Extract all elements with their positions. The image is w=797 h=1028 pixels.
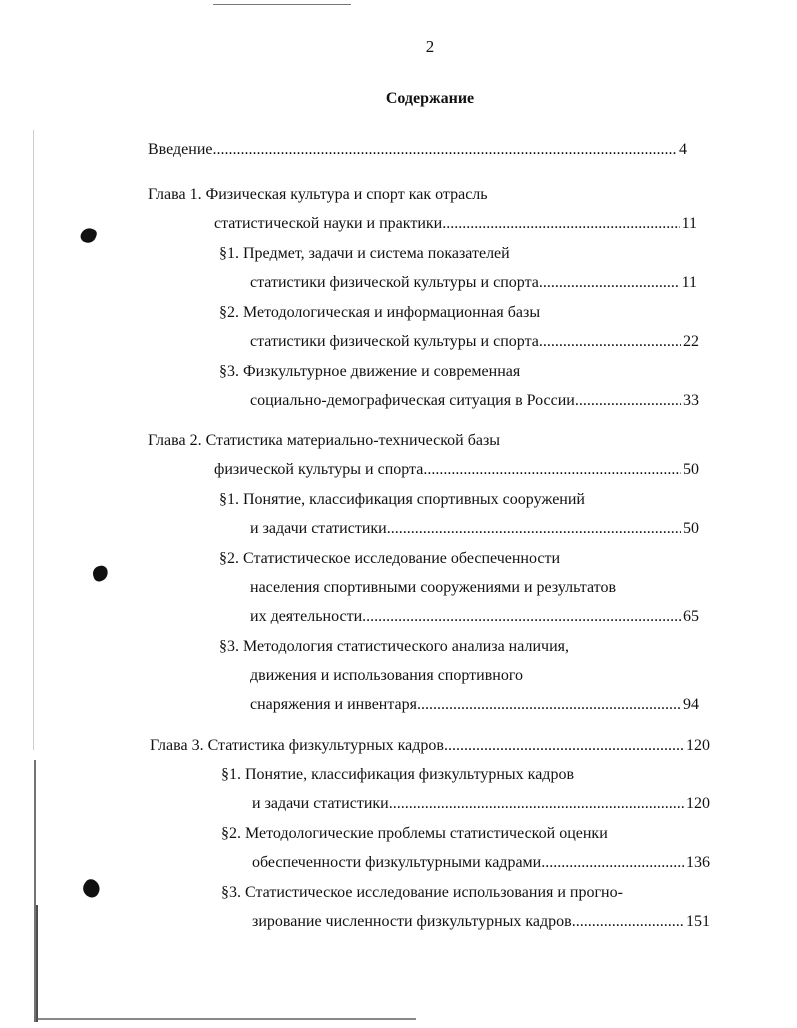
leader-dots — [539, 331, 681, 353]
toc-entry-text: Глава 2. Статистика материально-технической базы — [148, 432, 501, 449]
toc-entry-text: статистической науки и практики — [214, 215, 443, 232]
toc-entry — [250, 518, 699, 540]
toc-entry — [252, 852, 710, 874]
toc-page-number: 11 — [681, 215, 697, 232]
toc-page-number: 50 — [683, 461, 699, 478]
toc-entry-text: статистики физической культуры и спорта — [250, 274, 539, 291]
toc-page-number: 11 — [681, 274, 697, 291]
toc-entry-introduction — [148, 139, 687, 161]
page-number: 2 — [425, 37, 435, 56]
toc-entry — [214, 213, 697, 235]
toc-entry-text: Введение — [148, 141, 213, 158]
toc-entry-text: §1. Понятие, классификация физкультурных кадров — [221, 766, 574, 783]
toc-section-heading — [219, 636, 569, 658]
toc-page-number: 151 — [686, 913, 710, 930]
toc-entry — [214, 459, 699, 481]
toc-section-heading — [219, 361, 520, 383]
toc-entry-text: физической культуры и спорта — [214, 461, 424, 478]
toc-entry-text: Глава 1. Физическая культура и спорт как отрасль — [148, 186, 488, 203]
scan-artifact-left-edge-dark — [36, 905, 38, 1022]
toc-entry-text: населения спортивными сооружениями и результатов — [250, 579, 617, 596]
hole-punch-mark — [91, 564, 109, 582]
toc-entry-text: движения и использования спортивного — [250, 667, 523, 684]
toc-chapter-entry — [150, 735, 710, 757]
toc-page-number: 120 — [686, 795, 710, 812]
toc-entry-continuation — [250, 665, 523, 687]
hole-punch-mark — [79, 226, 98, 245]
toc-section-heading — [221, 823, 608, 845]
leader-dots — [442, 213, 679, 235]
toc-entry — [252, 793, 710, 815]
toc-page-number: 50 — [683, 520, 699, 537]
toc-section-heading — [221, 882, 623, 904]
leader-dots — [541, 852, 684, 874]
toc-entry-text: §1. Понятие, классификация спортивных сооружений — [219, 491, 585, 508]
toc-entry-text: зирование численности физкультурных кадров — [252, 913, 572, 930]
toc-section-heading — [219, 548, 560, 570]
toc-entry-text: снаряжения и инвентаря — [250, 696, 418, 713]
toc-entry-text: их деятельности — [250, 608, 363, 625]
toc-entry-text: Глава 3. Статистика физкультурных кадров — [150, 737, 444, 754]
toc-entry-text: §2. Методологические проблемы статистической оценки — [221, 825, 608, 842]
leader-dots — [389, 793, 684, 815]
toc-chapter-heading — [148, 430, 500, 452]
toc-entry — [250, 694, 699, 716]
toc-chapter-heading — [148, 184, 488, 206]
leader-dots — [362, 606, 681, 628]
scan-artifact-bottom-line — [36, 1018, 416, 1020]
toc-entry-continuation — [250, 577, 616, 599]
leader-dots — [417, 694, 681, 716]
toc-section-heading — [219, 489, 585, 511]
leader-dots — [213, 139, 678, 161]
toc-entry-text: §2. Методологическая и информационная базы — [219, 304, 541, 321]
hole-punch-mark — [80, 877, 104, 901]
toc-section-heading — [221, 764, 574, 786]
leader-dots — [423, 459, 681, 481]
toc-entry — [250, 606, 699, 628]
toc-section-heading — [219, 302, 540, 324]
leader-dots — [572, 911, 684, 933]
toc-entry-text: §3. Физкультурное движение и современная — [219, 363, 521, 380]
toc-page-number: 65 — [683, 608, 699, 625]
toc-entry — [252, 911, 710, 933]
toc-section-heading — [219, 243, 510, 265]
toc-entry-text: статистики физической культуры и спорта — [250, 333, 539, 350]
toc-page-number: 33 — [683, 392, 699, 409]
toc-entry-text: и задачи статистики — [252, 795, 389, 812]
leader-dots — [575, 390, 681, 412]
toc-entry-text: §3. Методология статистического анализа наличия, — [219, 638, 569, 655]
toc-page-number: 120 — [686, 737, 710, 754]
toc-page-number: 22 — [683, 333, 699, 350]
toc-entry-text: §2. Статистическое исследование обеспеченности — [219, 550, 561, 567]
scan-artifact-top-line — [213, 4, 351, 5]
toc-entry-text: §3. Статистическое исследование использования и прогно- — [221, 884, 623, 901]
toc-page-number: 94 — [683, 696, 699, 713]
toc-entry-text: §1. Предмет, задачи и система показателей — [219, 245, 510, 262]
leader-dots — [539, 272, 680, 294]
leader-dots — [387, 518, 681, 540]
toc-entry-text: социально-демографическая ситуация в России — [250, 392, 575, 409]
toc-entry — [250, 390, 699, 412]
page-title: Содержание — [385, 90, 475, 107]
leader-dots — [444, 735, 684, 757]
toc-entry — [250, 331, 699, 353]
toc-entry-text: и задачи статистики — [250, 520, 387, 537]
toc-page-number: 4 — [679, 141, 687, 158]
toc-page-number: 136 — [686, 854, 710, 871]
toc-entry-text: обеспеченности физкультурными кадрами — [252, 854, 542, 871]
toc-entry — [250, 272, 697, 294]
scan-artifact-left-faint-edge — [33, 130, 34, 750]
